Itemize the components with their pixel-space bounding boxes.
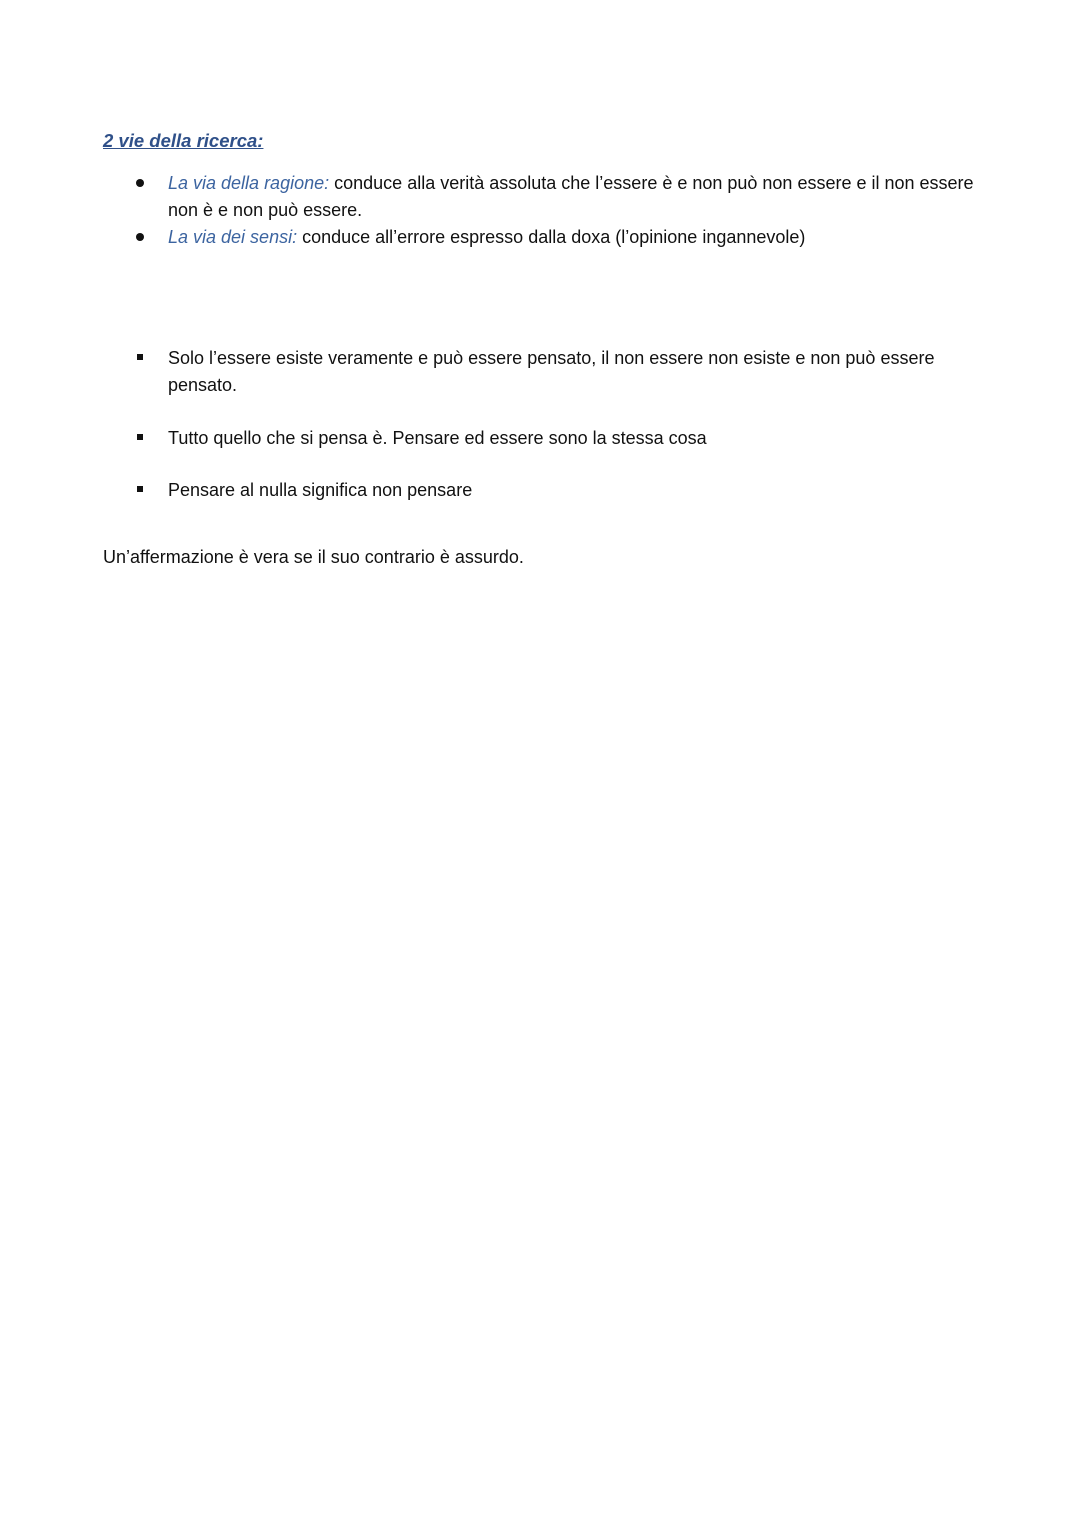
round-bullet-icon [136, 179, 144, 187]
way-term: La via della ragione [168, 173, 325, 193]
principle-item [0, 345, 988, 399]
square-bullet-icon [137, 434, 143, 440]
way-description: conduce all’errore espresso dalla doxa (l’opinione ingannevole) [297, 227, 806, 247]
way-description: conduce alla verità assoluta che l’essere è e non può non essere e il non essere non è e non può essere. [168, 173, 974, 220]
principle-item [0, 477, 988, 504]
way-separator: : [324, 173, 330, 193]
round-bullet-icon [136, 233, 144, 241]
conclusion-text: Un’affermazione è vera se il suo contrario è assurdo. [103, 547, 524, 567]
section-heading: 2 vie della ricerca: [103, 130, 264, 151]
square-bullet-icon [137, 486, 143, 492]
list-item [0, 224, 988, 251]
way-term: La via dei sensi: [168, 227, 298, 247]
principle-text: Pensare al nulla significa non pensare [168, 480, 473, 500]
principle-text: Tutto quello che si pensa è. Pensare ed essere sono la stessa cosa [168, 428, 707, 448]
principle-text: Solo l’essere esiste veramente e può essere pensato, il non essere non esiste e non può essere pensato. [168, 348, 935, 395]
principle-item [0, 425, 988, 452]
square-bullet-icon [137, 354, 143, 360]
ways-list [0, 170, 988, 251]
list-item [0, 170, 988, 224]
